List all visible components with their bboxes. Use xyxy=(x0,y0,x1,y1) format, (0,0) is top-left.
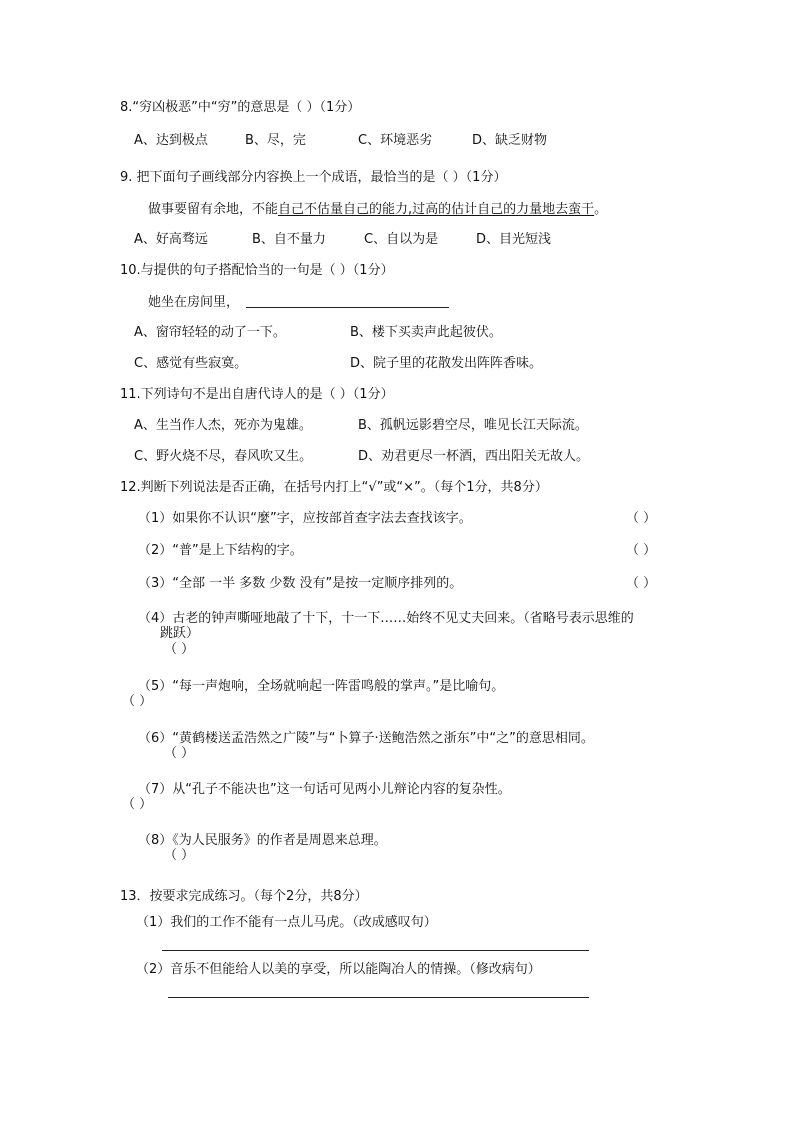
q9-option-b: B、自不量力 xyxy=(252,232,326,247)
q10-prompt: 她坐在房间里， xyxy=(148,295,240,310)
q9-sentence xyxy=(148,202,607,218)
q10-option-d: D、院子里的花散发出阵阵香味。 xyxy=(350,356,543,371)
q13-item-2-answer-line[interactable] xyxy=(168,997,589,998)
q11-option-a: A、生当作人杰，死亦为鬼雄。 xyxy=(134,418,312,433)
q12-item-5-bracket[interactable]: （ ） xyxy=(122,694,153,709)
q12-item-4-continued: 跳跃） xyxy=(160,626,200,641)
q12-item-2: （2）“普”是上下结构的字。 xyxy=(138,543,303,558)
q11-option-b: B、孤帆远影碧空尽，唯见长江天际流。 xyxy=(358,418,588,433)
q10-option-c: C、感觉有些寂寞。 xyxy=(134,356,248,371)
q12-item-5: （5）“每一声炮响，全场就响起一阵雷鸣般的掌声。”是比喻句。 xyxy=(138,679,505,694)
q12-item-3-bracket[interactable]: （ ） xyxy=(626,576,657,591)
q12-item-7-bracket[interactable]: （ ） xyxy=(122,797,153,812)
q10-option-a: A、窗帘轻轻的动了一下。 xyxy=(134,325,286,340)
q8-option-d: D、缺乏财物 xyxy=(472,133,548,148)
question-13-stem: 13．按要求完成练习。（每个2分，共8分） xyxy=(120,889,368,904)
q12-item-6-bracket[interactable]: （ ） xyxy=(164,746,195,761)
q13-item-1-answer-line[interactable] xyxy=(162,950,589,951)
q13-item-1: （1）我们的工作不能有一点儿马虎。（改成感叹句） xyxy=(136,915,437,930)
question-10-stem: 10.与提供的句子搭配恰当的一句是（ ）（1分） xyxy=(120,263,394,278)
q9-option-c: C、自以为是 xyxy=(364,232,439,247)
q8-option-c: C、环境恶劣 xyxy=(358,133,433,148)
question-11-stem: 11.下列诗句不是出自唐代诗人的是（ ）（1分） xyxy=(120,387,394,402)
q10-option-b: B、楼下买卖声此起彼伏。 xyxy=(350,325,502,340)
q8-option-b: B、尽，完 xyxy=(245,133,306,148)
q9-sentence-pre: 做事要留有余地，不能 xyxy=(148,202,279,217)
q12-item-1: （1）如果你不认识“麼”字，应按部首查字法去查找该字。 xyxy=(138,511,472,526)
q12-item-6: （6）“黄鹤楼送孟浩然之广陵”与“卜算子·送鲍浩然之浙东”中“之”的意思相同。 xyxy=(138,731,594,746)
q13-item-2: （2）音乐不但能给人以美的享受，所以能陶冶人的情操。（修改病句） xyxy=(136,962,541,977)
q9-option-a: A、好高骛远 xyxy=(134,232,208,247)
q9-option-d: D、目光短浅 xyxy=(476,232,552,247)
q12-item-2-bracket[interactable]: （ ） xyxy=(626,543,657,558)
q12-item-4-bracket[interactable]: （ ） xyxy=(164,642,195,657)
q12-item-4: （4）古老的钟声嘶哑地敲了十下，十一下……始终不见丈夫回来。（省略号表示思维的 xyxy=(138,611,634,626)
q9-sentence-post: 。 xyxy=(594,202,608,217)
q9-sentence-underlined: 自己不估量自己的能力,过高的估计自己的力量地去蛮干 xyxy=(278,202,595,217)
q12-item-1-bracket[interactable]: （ ） xyxy=(626,511,657,526)
q12-item-3: （3）“全部 一半 多数 少数 没有”是按一定顺序排列的。 xyxy=(138,576,463,591)
question-12-stem: 12.判断下列说法是否正确，在括号内打上“√”或“×”。（每个1分，共8分） xyxy=(120,480,548,495)
q8-option-a: A、达到极点 xyxy=(134,133,208,148)
q10-answer-line[interactable] xyxy=(246,307,449,308)
question-9-stem: 9. 把下面句子画线部分内容换上一个成语，最恰当的是（ ）（1分） xyxy=(120,170,507,185)
q12-item-8-bracket[interactable]: （ ） xyxy=(164,848,195,863)
question-8-stem: 8.“穷凶极恶”中“穷”的意思是（ ）（1分） xyxy=(120,100,361,115)
q12-item-8: （8）《为人民服务》的作者是周恩来总理。 xyxy=(138,833,387,848)
q12-item-7: （7）从“孔子不能决也”这一句话可见两小儿辩论内容的复杂性。 xyxy=(138,782,511,797)
q11-option-c: C、野火烧不尽，春风吹又生。 xyxy=(134,449,313,464)
q11-option-d: D、劝君更尽一杯酒，西出阳关无故人。 xyxy=(358,449,590,464)
